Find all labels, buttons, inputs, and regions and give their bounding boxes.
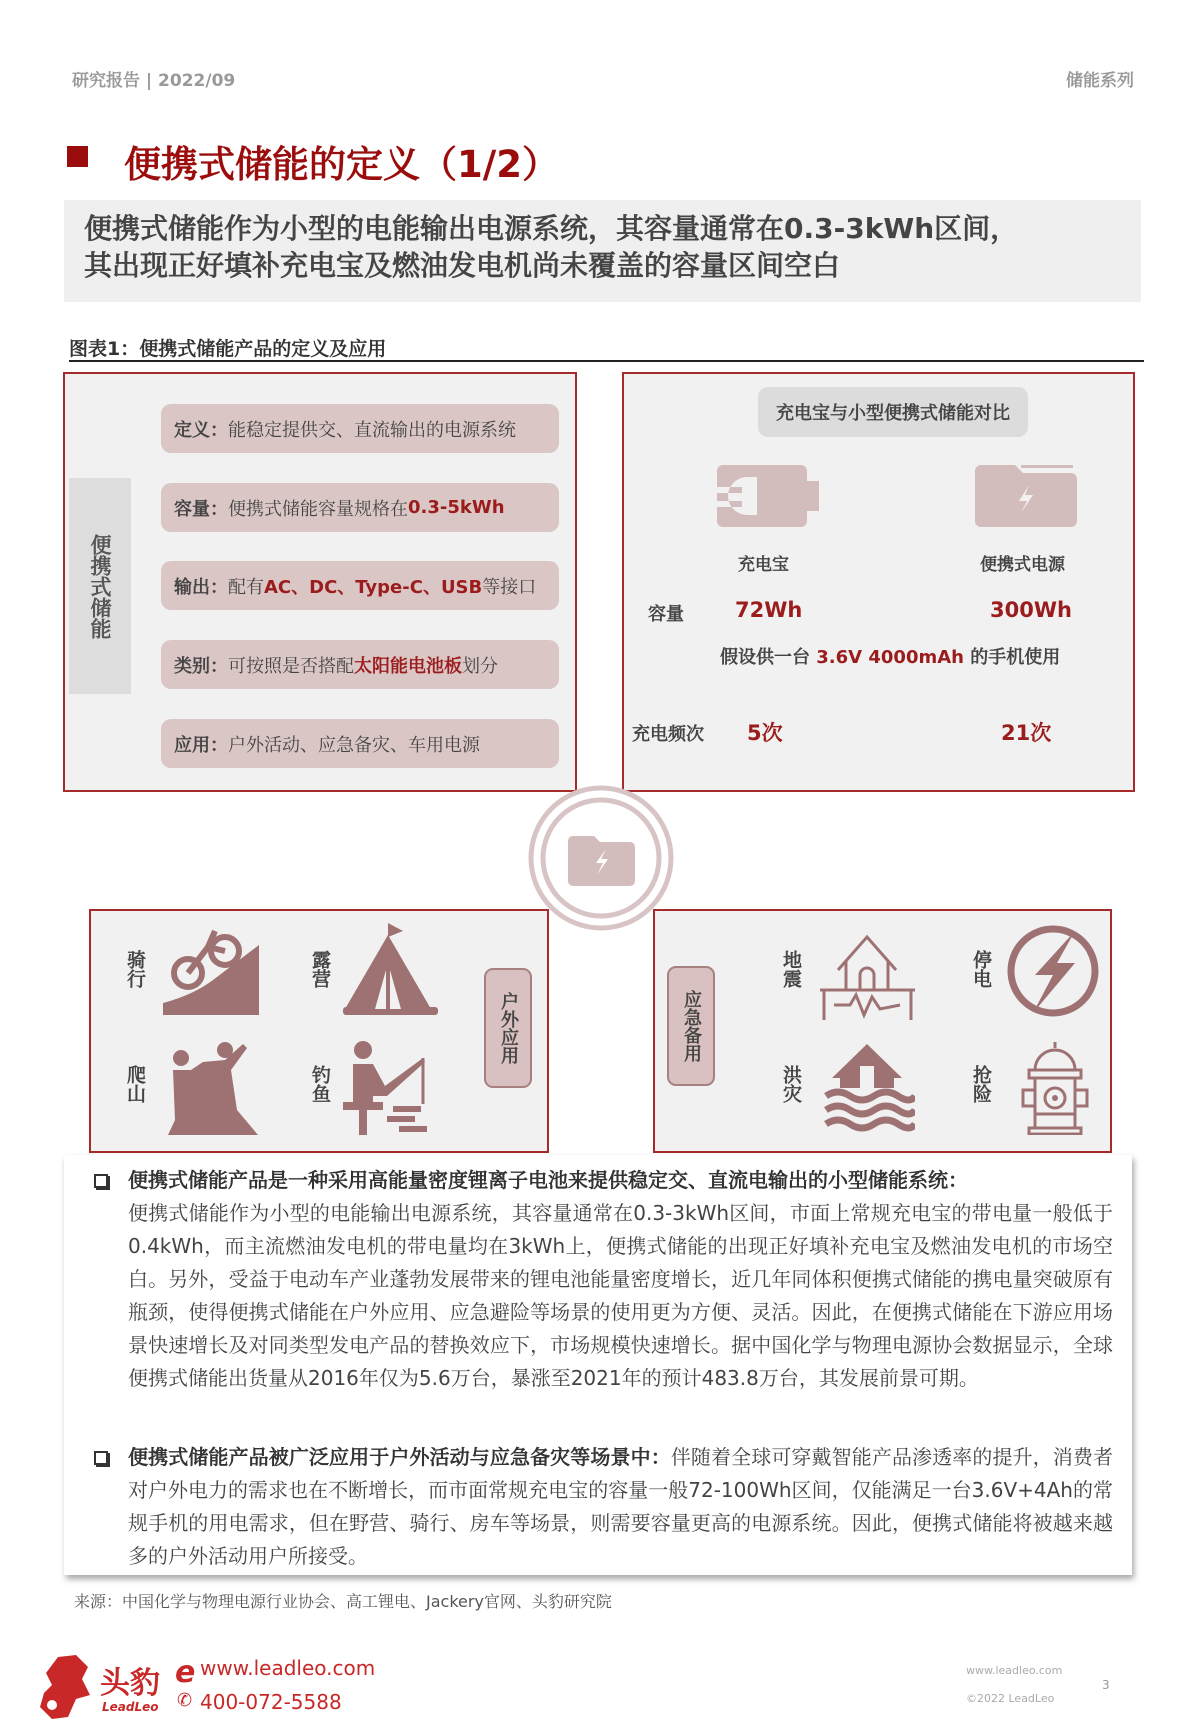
assumption-note: [720, 643, 1060, 669]
paragraph-2-heading: 便携式储能产品被广泛应用于户外活动与应急备灾等场景中：: [128, 1445, 671, 1469]
page-number: 3: [1102, 1678, 1110, 1692]
flood-icon: [820, 1040, 915, 1135]
definition-item: [161, 719, 559, 768]
definition-item: [161, 404, 559, 453]
capacity-power-bank: 72Wh: [735, 598, 803, 622]
description-panel: [64, 1155, 1132, 1575]
emergency-item-label: 地震: [780, 950, 802, 988]
leadleo-logo-icon: [38, 1655, 93, 1720]
frequency-power-bank: 5次: [747, 721, 783, 745]
outdoor-item-label: 爬山: [124, 1065, 146, 1103]
climbing-icon: [163, 1040, 258, 1135]
col-power-bank: 充电宝: [738, 555, 789, 575]
footer-website-link[interactable]: www.leadleo.com: [200, 1656, 376, 1680]
emergency-item-label: 洪灾: [780, 1065, 802, 1103]
item-key: 容量：: [174, 498, 228, 520]
logo-cn: 头豹: [100, 1666, 160, 1701]
emergency-item-label: 抢险: [970, 1065, 992, 1103]
summary-line: 便携式储能作为小型的电能输出电源系统，其容量通常在0.3-3kWh区间，: [84, 212, 1019, 245]
col-portable-power: 便携式电源: [980, 555, 1065, 575]
outdoor-application-tag: [484, 968, 532, 1088]
emergency-item-label: 停电: [970, 950, 992, 988]
outdoor-item-label: 钓鱼: [309, 1065, 331, 1103]
paragraph-2-text: 伴随着全球可穿戴智能产品渗透率的提升，消费者对户外电力的需求也在不断增长，而市面常规充电宝的容量一般72-100Wh区间，仅能满足一台3.6V+4Ah的常规手机的用电需求，但在野营、骑行、房车等场景，则需要容量更高的电源系统。因此，便携式储能将被越来越多的户外活动用户所接受。: [128, 1445, 1113, 1568]
paragraph-1: [128, 1164, 1113, 1395]
logo-en: LeadLeo: [102, 1700, 159, 1714]
summary-line: 其出现正好填补充电宝及燃油发电机尚未覆盖的容量区间空白: [84, 249, 841, 282]
item-key: 应用：: [174, 734, 228, 756]
outdoor-box: [89, 909, 549, 1153]
bullet-square-icon: [94, 1174, 108, 1188]
footer-right-site: www.leadleo.com: [966, 1664, 1063, 1677]
assumption-post: 的手机使用: [963, 647, 1061, 668]
header-series-label: 储能系列: [1066, 71, 1134, 91]
caption-divider: [69, 360, 1144, 362]
item-key: 输出：: [174, 576, 228, 598]
item-tail: 划分: [462, 655, 498, 677]
outdoor-tag-label: 户外应用: [498, 992, 519, 1064]
power-bank-plug-icon: [717, 465, 819, 527]
capacity-label: 容量: [648, 604, 684, 625]
item-key: 类别：: [174, 655, 228, 677]
earthquake-house-icon: [820, 925, 915, 1020]
header-report-label: 研究报告 | 2022/09: [72, 71, 236, 91]
capacity-portable-power: 300Wh: [990, 598, 1072, 622]
item-highlight: AC、DC、Type-C、USB: [264, 576, 483, 598]
footer-copyright: ©2022 LeadLeo: [966, 1692, 1055, 1705]
figure-caption: 图表1：便携式储能产品的定义及应用: [69, 338, 387, 360]
item-text: 便携式储能容量规格在: [228, 498, 408, 520]
cycling-icon: [163, 925, 263, 1015]
item-tail: 等接口: [482, 576, 537, 598]
footer-phone: 400-072-5588: [200, 1690, 342, 1714]
definition-item: [161, 561, 559, 610]
assumption-spec: 3.6V 4000mAh: [816, 647, 964, 668]
power-outage-icon: [1005, 923, 1102, 1020]
definition-item: [161, 483, 559, 532]
phone-icon: ✆: [177, 1690, 193, 1711]
comparison-title: 充电宝与小型便携式储能对比: [758, 387, 1028, 437]
item-key: 定义：: [174, 419, 228, 441]
fire-hydrant-icon: [1015, 1040, 1095, 1135]
portable-power-folder-icon: [975, 465, 1077, 527]
outdoor-item-label: 骑行: [124, 950, 146, 988]
item-text: 能稳定提供交、直流输出的电源系统: [228, 419, 516, 441]
frequency-portable-power: 21次: [1001, 721, 1052, 745]
emergency-backup-tag: [667, 966, 715, 1086]
item-text: 可按照是否搭配: [228, 655, 354, 677]
camping-tent-icon: [343, 923, 438, 1015]
summary-box: [64, 200, 1141, 302]
definition-item: [161, 640, 559, 689]
bullet-square-icon: [94, 1451, 108, 1465]
title-square-icon: [67, 146, 88, 167]
definition-vertical-label: 便携式储能: [69, 478, 131, 694]
item-highlight: 0.3-5kWh: [408, 497, 505, 518]
paragraph-1-text: 便携式储能作为小型的电能输出电源系统，其容量通常在0.3-3kWh区间，市面上常规充电宝的带电量一般低于0.4kWh，而主流燃油发电机的带电量均在3kWh上，便携式储能的出现正好填补充电宝及燃油发电机的市场空白。另外，受益于电动车产业蓬勃发展带来的锂电池能量密度增长，近几年同体积便携式储能的携电量突破原有瓶颈，使得便携式储能在户外应用、应急避险等场景的使用更为方便、灵活。因此，在便携式储能在下游应用场景快速增长及对同类型发电产品的替换效应下，市场规模快速增长。据中国化学与物理电源协会数据显示，全球便携式储能出货量从2016年仅为5.6万台，暴涨至2021年的预计483.8万台，其发展前景可期。: [128, 1201, 1113, 1390]
source-note: 来源：中国化学与物理电源行业协会、高工锂电、Jackery官网、头豹研究院: [74, 1592, 612, 1611]
emergency-tag-label: 应急备用: [681, 990, 702, 1062]
item-text: 户外活动、应急备灾、车用电源: [228, 734, 480, 756]
item-text: 配有: [228, 576, 264, 598]
paragraph-2: [128, 1441, 1113, 1573]
fishing-icon: [343, 1040, 438, 1135]
outdoor-item-label: 露营: [309, 950, 331, 988]
page-title: 便携式储能的定义（1/2）: [124, 143, 560, 186]
web-e-icon: e: [175, 1655, 196, 1690]
item-highlight: 太阳能电池板: [354, 655, 462, 677]
paragraph-1-heading: 便携式储能产品是一种采用高能量密度锂离子电池来提供稳定交、直流电输出的小型储能系统：: [128, 1168, 968, 1192]
charge-frequency-label: 充电频次: [632, 724, 704, 745]
assumption-pre: 假设供一台: [720, 647, 817, 668]
